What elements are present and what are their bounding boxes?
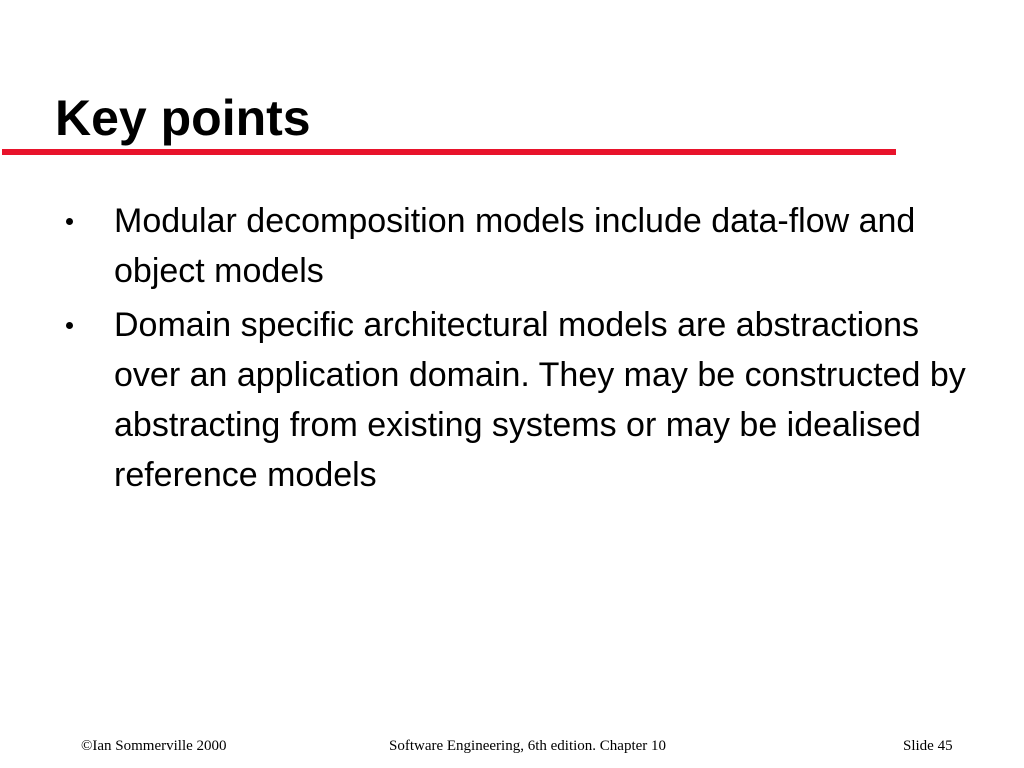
bullet-item [60, 196, 980, 296]
slide-title: Key points [55, 90, 311, 146]
bullet-text: Modular decomposition models include data-flow and object models [114, 202, 916, 290]
footer-copyright: ©Ian Sommerville 2000 [81, 738, 227, 754]
title-underline [2, 149, 896, 155]
bullet-dot-icon [60, 196, 78, 246]
bullet-dot-icon [60, 300, 78, 350]
bullet-list [60, 196, 980, 504]
bullet-item [60, 300, 980, 500]
footer-book-title: Software Engineering, 6th edition. Chapter 10 [389, 738, 667, 754]
bullet-text: Domain specific architectural models are abstractions over an application domain. They may be constructed by abstracting from existing systems or may be idealised reference models [114, 306, 966, 494]
footer-slide-number: Slide 45 [903, 738, 953, 754]
